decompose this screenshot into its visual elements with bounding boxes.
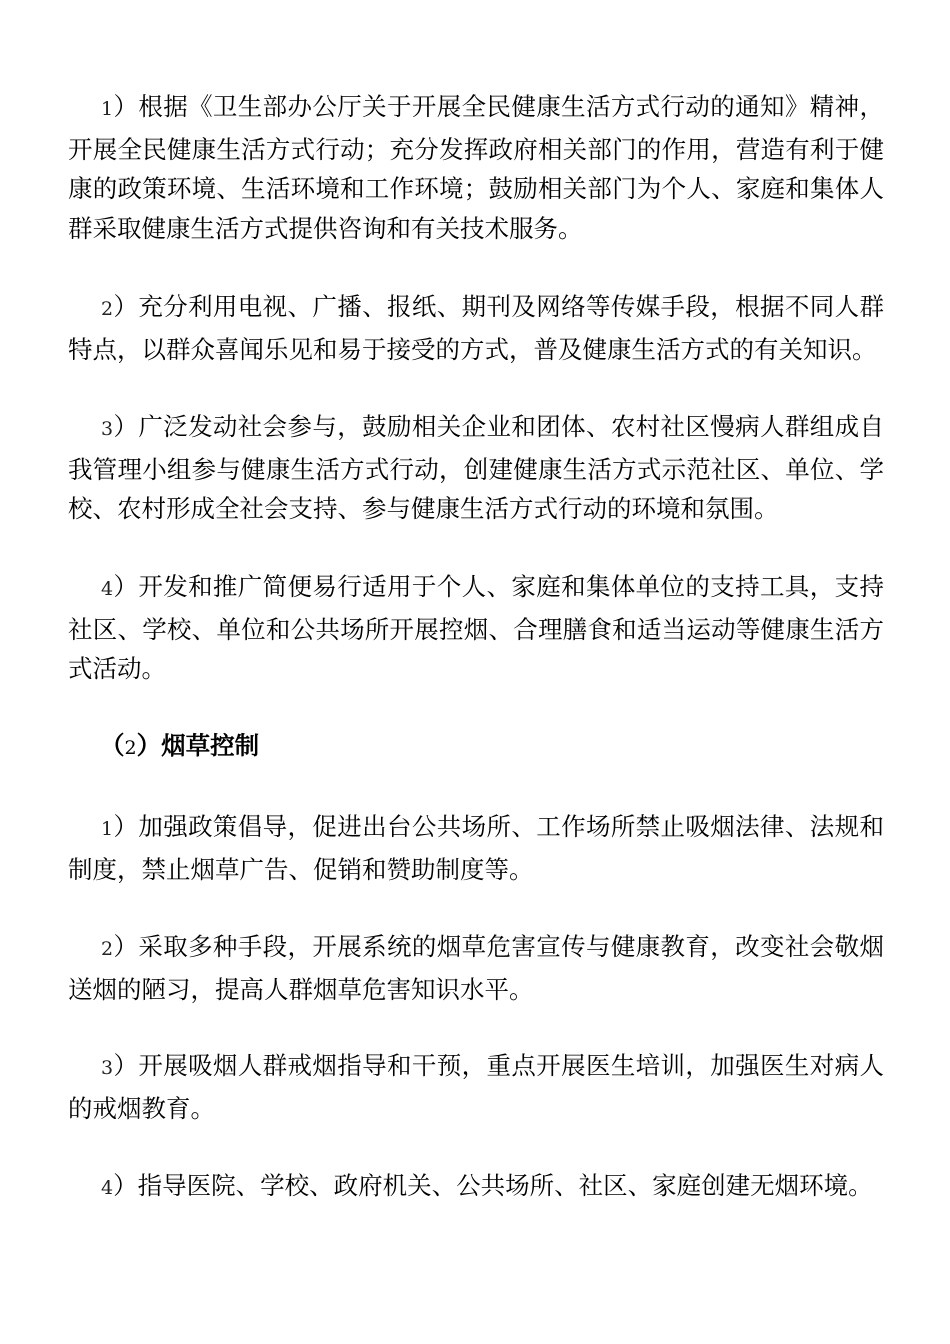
paragraph-1-4 [68,567,884,689]
section-heading-tobacco-control [100,726,259,769]
item-number: 2 [101,938,114,960]
paragraph-1-2 [68,287,884,369]
paragraph-2-2 [68,927,884,1009]
item-number: 3 [101,1057,114,1079]
paragraph-text: ）根据《卫生部办公厅关于开展全民健康生活方式行动的通知》精神，开展全民健康生活方式行动；充分发挥政府相关部门的作用，营造有利于健康的政策环境、生活环境和工作环境；鼓励相关部门为个人、家庭和集体人群采取健康生活方式提供咨询和有关技术服务。 [68,92,884,243]
heading-number: 2 [124,737,137,759]
paragraph-1-1 [68,87,884,248]
item-number: 4 [101,578,114,600]
item-number: 1 [101,98,114,120]
paragraph-text: ）充分利用电视、广播、报纸、期刊及网络等传媒手段，根据不同人群特点，以群众喜闻乐见和易于接受的方式，普及健康生活方式的有关知识。 [68,292,884,364]
paragraph-text: ）开展吸烟人群戒烟指导和干预，重点开展医生培训，加强医生对病人的戒烟教育。 [68,1051,884,1123]
heading-open-paren: （ [100,731,125,760]
item-number: 3 [101,418,114,440]
paragraph-2-4 [68,1166,884,1209]
paragraph-text: ）指导医院、学校、政府机关、公共场所、社区、家庭创建无烟环境。 [113,1171,873,1200]
item-number: 2 [101,298,114,320]
paragraph-text: ）加强政策倡导，促进出台公共场所、工作场所禁止吸烟法律、法规和制度，禁止烟草广告、促销和赞助制度等。 [68,812,884,884]
paragraph-text: ）广泛发动社会参与，鼓励相关企业和团体、农村社区慢病人群组成自我管理小组参与健康生活方式行动，创建健康生活方式示范社区、单位、学校、农村形成全社会支持、参与健康生活方式行动的环境和氛围。 [68,412,884,523]
paragraph-text: ）采取多种手段，开展系统的烟草危害宣传与健康教育，改变社会敬烟送烟的陋习，提高人群烟草危害知识水平。 [68,932,884,1004]
paragraph-2-1 [68,807,884,889]
paragraph-text: ）开发和推广简便易行适用于个人、家庭和集体单位的支持工具，支持社区、学校、单位和公共场所开展控烟、合理膳食和适当运动等健康生活方式活动。 [68,572,884,683]
heading-text: ）烟草控制 [136,731,260,760]
paragraph-1-3 [68,407,884,529]
item-number: 1 [101,818,114,840]
paragraph-2-3 [68,1046,884,1128]
item-number: 4 [101,1177,114,1199]
